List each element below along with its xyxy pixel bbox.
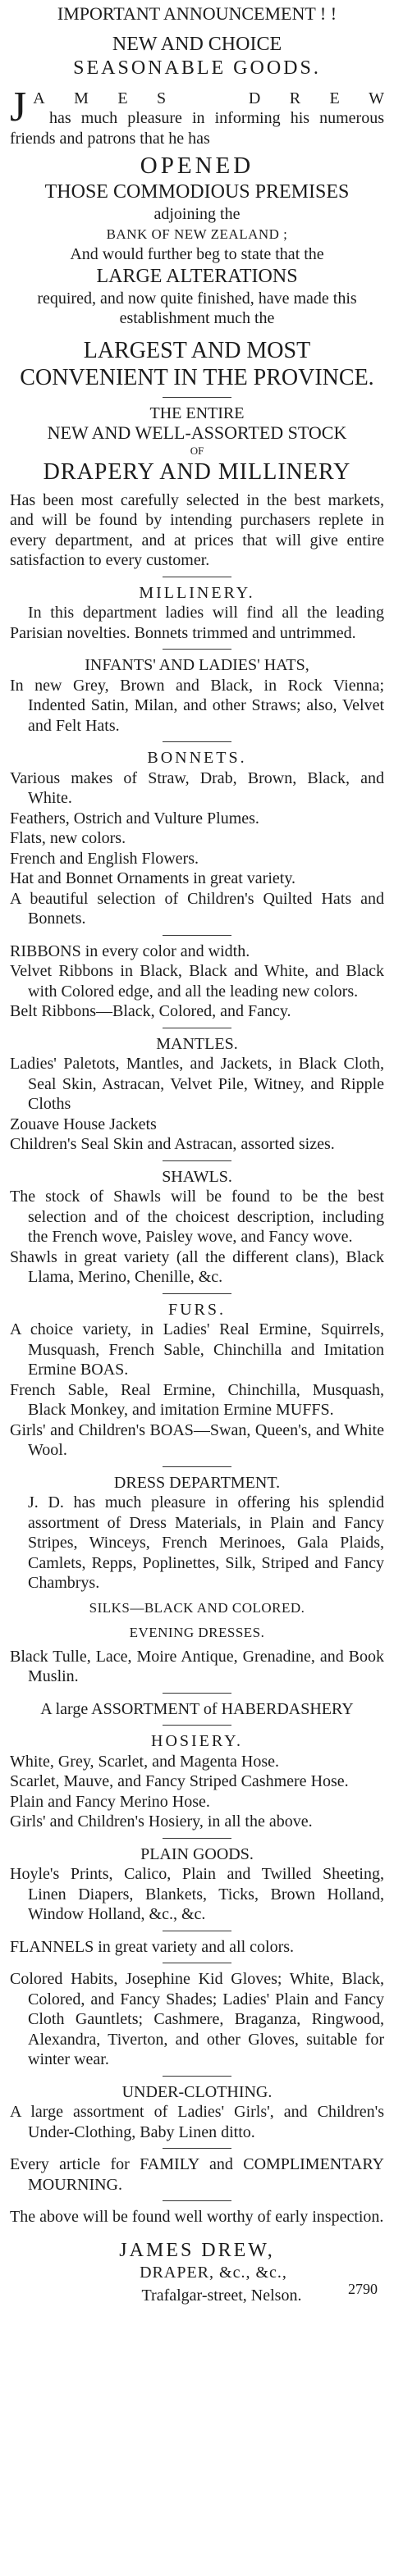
shawls-item: Shawls in great variety (all the different clans), Black Llama, Merino, Chenille, &c.: [10, 1247, 384, 1286]
plain-goods-heading: PLAIN GOODS.: [140, 1844, 254, 1863]
bonnets-heading: BONNETS.: [147, 749, 247, 767]
name-letter: M: [74, 89, 89, 107]
underclothing-heading: UNDER-CLOTHING.: [121, 2082, 273, 2101]
entire-text: THE ENTIRE: [149, 403, 245, 422]
mourning-text: Every article for FAMILY and COMPLIMENTARY MOURNING.: [10, 2155, 384, 2194]
haberdashery-text: A large ASSORTMENT of HABERDASHERY: [40, 1699, 354, 1718]
closing-text: The above will be found well worthy of early inspection.: [10, 2208, 384, 2226]
hats-text: In new Grey, Brown and Black, in Rock Vienna; Indented Satin, Milan, and other Straws; also, Velvet and Felt Hats.: [10, 676, 384, 735]
headline-new-and-choice: NEW AND CHOICE: [112, 34, 282, 55]
silks-text: SILKS—BLACK AND COLORED.: [89, 1599, 305, 1616]
divider: [163, 741, 231, 742]
underclothing-text: A large assortment of Ladies' Girls', and Children's Under-Clothing, Baby Linen ditto.: [10, 2103, 384, 2141]
announcement-heading: IMPORTANT ANNOUNCEMENT ! !: [57, 3, 337, 24]
signature-address-row: [10, 2281, 384, 2306]
dress-text: J. D. has much pleasure in offering his splendid assortment of Dress Materials, in Plain and Fancy Stripes, Winceys, French Merinoes, Gala Plaids, Camlets, Repps, Poplinettes, Silk, Striped and Fancy Chambrys.: [28, 1493, 384, 1592]
shawls-item: The stock of Shawls will be found to be the best selection and of the choicest description, including the French wove, Paisley wove, and Fancy wove.: [10, 1188, 384, 1246]
stock-description: Has been most carefully selected in the best markets, and will be found by intending purchasers replete in every department, and at prices that will give entire satisfaction to every customer.: [10, 490, 384, 569]
further-text: And would further beg to state that the: [70, 245, 324, 263]
millinery-text: In this department ladies will find all the leading Parisian novelties. Bonnets trimmed and untrimmed.: [10, 604, 384, 642]
hosiery-item: Plain and Fancy Merino Hose.: [10, 1792, 210, 1811]
hosiery-heading: HOSIERY.: [151, 1732, 243, 1750]
divider: [163, 1466, 231, 1467]
mantles-heading: MANTLES.: [156, 1034, 238, 1053]
evening-heading: EVENING DRESSES.: [129, 1625, 265, 1640]
hosiery-item: Girls' and Children's Hosiery, in all the above.: [10, 1812, 313, 1831]
largest-heading: LARGEST AND MOST CONVENIENT IN THE PROVINCE.: [20, 337, 374, 390]
signature-title: DRAPER, &c., &c.,: [140, 2263, 287, 2282]
name-letter: D: [248, 89, 261, 107]
furs-item: Girls' and Children's BOAS—Swan, Queen's, and White Wool.: [10, 1420, 384, 1459]
premises-heading: THOSE COMMODIOUS PREMISES: [44, 181, 350, 203]
divider: [163, 1693, 231, 1694]
opened-heading: OPENED: [140, 153, 254, 179]
of-text: OF: [190, 444, 204, 457]
habits-text: Colored Habits, Josephine Kid Gloves; White, Black, Colored, and Fancy Shades; Ladies' Plain and Fancy Cloth Gauntlets; Cashmere, Braganza, Ringwood, Alexandra, Tiverton, and other Gloves, suitable for winter wear.: [10, 1970, 384, 2068]
name-letter: W: [369, 89, 384, 107]
mantles-item: Ladies' Paletots, Mantles, and Jackets, in Black Cloth, Seal Skin, Astracan, Velvet Pile, Witney, and Ripple Cloths: [10, 1055, 384, 1113]
ribbons-item: Velvet Ribbons in Black, Black and White, and Black with Colored edge, and all the leading new colors.: [10, 962, 384, 1001]
bonnets-item: French and English Flowers.: [10, 849, 199, 868]
name-letter: E: [117, 89, 128, 107]
dropcap-letter: J: [10, 84, 27, 130]
name-letter: S: [156, 89, 167, 107]
signature-address: Trafalgar-street, Nelson.: [141, 2286, 302, 2305]
bonnets-item: A beautiful selection of Children's Quilted Hats and Bonnets.: [10, 889, 384, 928]
hosiery-item: Scarlet, Mauve, and Fancy Striped Cashmere Hose.: [10, 1772, 349, 1790]
divider: [163, 2148, 231, 2149]
ribbons-item: Belt Ribbons—Black, Colored, and Fancy.: [10, 1002, 291, 1020]
name-letter: E: [329, 89, 340, 107]
intro-text: has much pleasure in informing his numerous friends and patrons that he has: [10, 109, 384, 148]
mantles-item: Zouave House Jackets: [10, 1115, 157, 1133]
divider: [163, 2200, 231, 2201]
furs-item: French Sable, Real Ermine, Chinchilla, Musquash, Black Monkey, and imitation Ermine MUFFS.: [10, 1380, 384, 1419]
plain-goods-text: Hoyle's Prints, Calico, Plain and Twilled Sheeting, Linen Diapers, Blankets, Ticks, Brown Holland, Window Holland, &c., &c.: [10, 1865, 384, 1923]
mantles-item: Children's Seal Skin and Astracan, assorted sizes.: [10, 1135, 335, 1153]
alterations-heading: LARGE ALTERATIONS: [96, 265, 298, 287]
name-spaced: [33, 89, 384, 109]
bonnets-item: Feathers, Ostrich and Vulture Plumes.: [10, 809, 259, 828]
signature-name: JAMES DREW,: [119, 2239, 275, 2261]
dress-heading: DRESS DEPARTMENT.: [113, 1473, 281, 1492]
shawls-heading: SHAWLS.: [162, 1167, 232, 1186]
divider: [163, 1725, 231, 1726]
furs-heading: FURS.: [167, 1300, 227, 1319]
name-letter: A: [33, 89, 45, 107]
divider: [163, 649, 231, 650]
adjoining-text: adjoining the: [153, 205, 241, 223]
divider: [163, 1293, 231, 1294]
bonnets-item: Flats, new colors.: [10, 829, 126, 847]
bonnets-item: Hat and Bonnet Ornaments in great variety.: [10, 869, 296, 887]
evening-text: Black Tulle, Lace, Moire Antique, Grenadine, and Book Muslin.: [10, 1647, 384, 1685]
hosiery-item: White, Grey, Scarlet, and Magenta Hose.: [10, 1752, 280, 1771]
bank-text: BANK OF NEW ZEALAND ;: [106, 226, 288, 242]
stock-heading: NEW AND WELL-ASSORTED STOCK: [47, 422, 347, 443]
ad-number: 2790: [348, 2281, 378, 2297]
divider: [163, 1160, 231, 1161]
drapery-heading: DRAPERY AND MILLINERY: [43, 458, 351, 485]
divider: [163, 1838, 231, 1839]
headline-seasonable-goods: SEASONABLE GOODS.: [73, 57, 321, 79]
divider: [163, 397, 231, 398]
ribbons-item: RIBBONS in every color and width.: [10, 941, 250, 960]
furs-item: A choice variety, in Ladies' Real Ermine, Squirrels, Musquash, French Sable, Chinchilla and Imitation Ermine BOAS.: [10, 1320, 384, 1379]
divider: [163, 2076, 231, 2077]
flannels-text: FLANNELS in great variety and all colors.: [10, 1937, 295, 1956]
bonnets-item: Various makes of Straw, Drab, Brown, Black, and White.: [10, 768, 384, 807]
millinery-heading: MILLINERY.: [139, 583, 255, 602]
hats-heading: INFANTS' AND LADIES' HATS,: [85, 656, 309, 674]
required-text: required, and now quite finished, have made this establishment much the: [37, 289, 357, 327]
name-letter: R: [289, 89, 301, 107]
divider: [163, 935, 231, 936]
